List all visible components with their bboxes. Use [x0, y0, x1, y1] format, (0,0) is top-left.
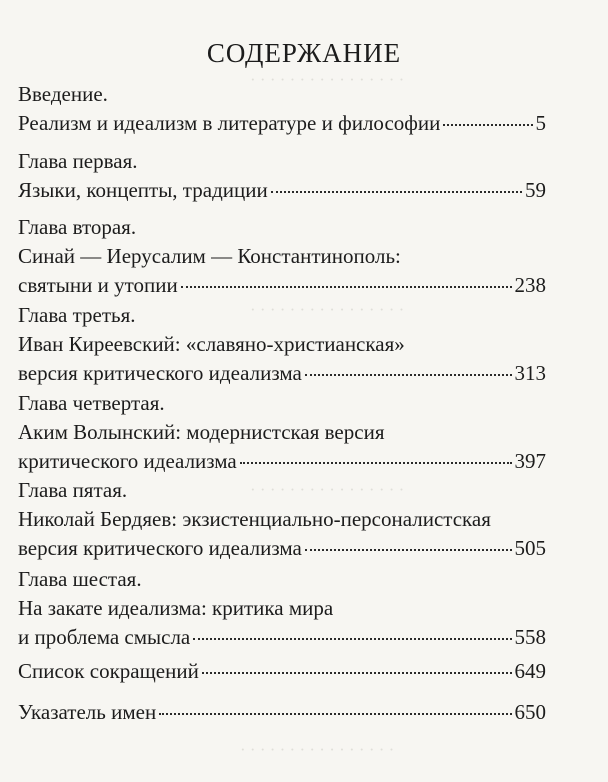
chapter-label: Глава четвертая.: [18, 391, 165, 415]
entry-title-line: версия критического идеализма: [18, 361, 302, 385]
entry-title-line: Синай — Иерусалим — Константинополь:: [18, 244, 401, 268]
page-number: 59: [525, 178, 546, 202]
show-through-text: · · · · · · · · · · · · · · · ·: [240, 740, 395, 759]
page-number: 5: [535, 111, 546, 135]
page-number: 505: [514, 536, 546, 560]
toc-entry[interactable]: [18, 657, 546, 686]
entry-title-line: Введение.: [18, 82, 108, 106]
entry-title-line: Иван Киреевский: «славяно-христианская»: [18, 332, 405, 356]
toc-entry[interactable]: [18, 698, 546, 727]
dot-leader: [193, 638, 511, 640]
chapter-label: Глава шестая.: [18, 567, 142, 591]
page-number: 238: [514, 273, 546, 297]
dot-leader: [305, 374, 512, 376]
entry-title-line: Николай Бердяев: экзистенциально-персоналистская: [18, 507, 491, 531]
page-number: 650: [514, 700, 546, 724]
page-title: СОДЕРЖАНИЕ: [206, 38, 402, 68]
toc-entry[interactable]: [18, 565, 546, 652]
entry-title-line: критического идеализма: [18, 449, 237, 473]
show-through-text: · · · · · · · · · · · · · · · ·: [250, 480, 405, 499]
entry-title-line: Глава первая.: [18, 149, 138, 173]
toc-entry[interactable]: [18, 80, 546, 138]
entry-title-line: Указатель имен: [18, 700, 157, 724]
entry-title-line: Языки, концепты, традиции: [18, 178, 268, 202]
dot-leader: [443, 124, 532, 126]
dot-leader: [305, 549, 512, 551]
toc-entry[interactable]: [18, 147, 546, 205]
toc-entry[interactable]: [18, 389, 546, 476]
chapter-label: Глава пятая.: [18, 478, 128, 502]
show-through-text: · · · · · · · · · · · · · · · ·: [250, 70, 405, 89]
page-number: 313: [514, 361, 546, 385]
entry-title-line: Список сокращений: [18, 659, 199, 683]
toc-entry[interactable]: [18, 301, 546, 388]
entry-title-line: святыни и утопии: [18, 273, 178, 297]
page-number: 649: [514, 659, 546, 683]
dot-leader: [202, 672, 512, 674]
chapter-label: Глава вторая.: [18, 215, 137, 239]
page-number: 397: [514, 449, 546, 473]
show-through-text: · · · · · · · · · · · · · · · ·: [250, 300, 405, 319]
entry-title-line: На закате идеализма: критика мира: [18, 596, 334, 620]
dot-leader: [159, 713, 511, 715]
chapter-label: Глава третья.: [18, 303, 136, 327]
toc-entry[interactable]: [18, 213, 546, 300]
toc-entry[interactable]: [18, 476, 546, 563]
dot-leader: [240, 462, 512, 464]
dot-leader: [181, 286, 512, 288]
dot-leader: [271, 191, 522, 193]
page-number: 558: [514, 625, 546, 649]
entry-title-line: Аким Волынский: модернистская версия: [18, 420, 385, 444]
entry-title-line: Реализм и идеализм в литературе и философии: [18, 111, 441, 135]
entry-title-line: версия критического идеализма: [18, 536, 302, 560]
entry-title-line: и проблема смысла: [18, 625, 191, 649]
